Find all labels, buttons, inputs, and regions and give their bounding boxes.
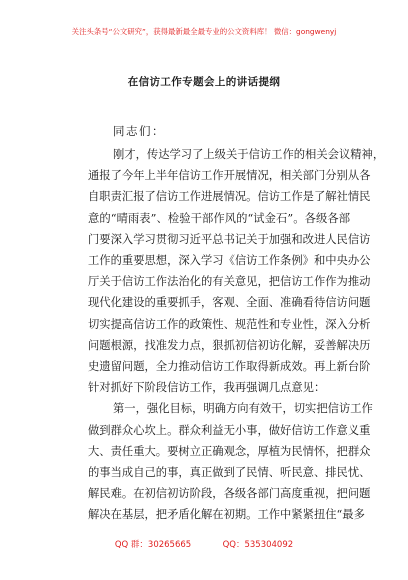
body-line: 的事当成自己的事，真正做到了民情、听民意、排民忧、 bbox=[88, 466, 371, 479]
body-line: 自职责汇报了信访工作进展情况。信访工作是了解社情民 bbox=[88, 190, 371, 204]
header-banner: 关注头条号“公文研究”，获得最新最全最专业的公文资料库！ 微信：gongwenyj bbox=[71, 27, 337, 36]
body-line: 解决在基层，把矛盾化解在初期。工作中紧紧扭住“最多 bbox=[88, 508, 365, 522]
body-line: 工作的重要思想，深入学习《信访工作条例》和中央办公 bbox=[88, 254, 371, 267]
body-line: 针对抓好下阶段信访工作，我再强调几点意见： bbox=[88, 381, 326, 395]
body-line: 解民难。在初信初访阶段，各级各部门高度重视，把问题 bbox=[88, 487, 371, 501]
body-line: 史遗留问题，全力推动信访工作取得新成效。再上新台阶 bbox=[88, 360, 371, 373]
body-line: 意的“晴雨表”、检验干部作风的“试金石”。各级各部 bbox=[88, 211, 350, 225]
document-title: 在信访工作专题会上的讲话提纲 bbox=[127, 76, 281, 88]
body-line: 问题根源，找准发力点，狠抓初信初访化解，妥善解决历 bbox=[88, 338, 371, 352]
body-line: 第一，强化目标，明确方向有效干，切实把信访工作 bbox=[113, 402, 373, 416]
body-line: 大、责任重大。要树立正确观念，厚植为民情怀，把群众 bbox=[88, 444, 371, 458]
footer-contact bbox=[0, 538, 408, 550]
salutation: 同志们： bbox=[113, 124, 165, 138]
body-line: 门要深入学习贯彻习近平总书记关于加强和改进人民信访 bbox=[88, 232, 371, 246]
body-line: 通报了今年上半年信访工作开展情况，相关部门分别从各 bbox=[88, 169, 371, 183]
body-line: 厅关于信访工作法治化的有关意见，把信访工作作为推动 bbox=[88, 275, 371, 289]
footer-qq: QQ：535304092 bbox=[222, 540, 294, 550]
body-line: 切实提高信访工作的政策性、规范性和专业性，深入分析 bbox=[88, 317, 371, 331]
footer-qq-group: QQ 群：30265665 bbox=[114, 540, 192, 550]
body-line: 刚才，传达学习了上级关于信访工作的相关会议精神， bbox=[113, 148, 385, 161]
body-line: 做到群众心坎上。群众利益无小事，做好信访工作意义重 bbox=[88, 423, 371, 437]
body-line: 现代化建设的重要抓手，客观、全面、准确看待信访问题 bbox=[88, 296, 371, 310]
